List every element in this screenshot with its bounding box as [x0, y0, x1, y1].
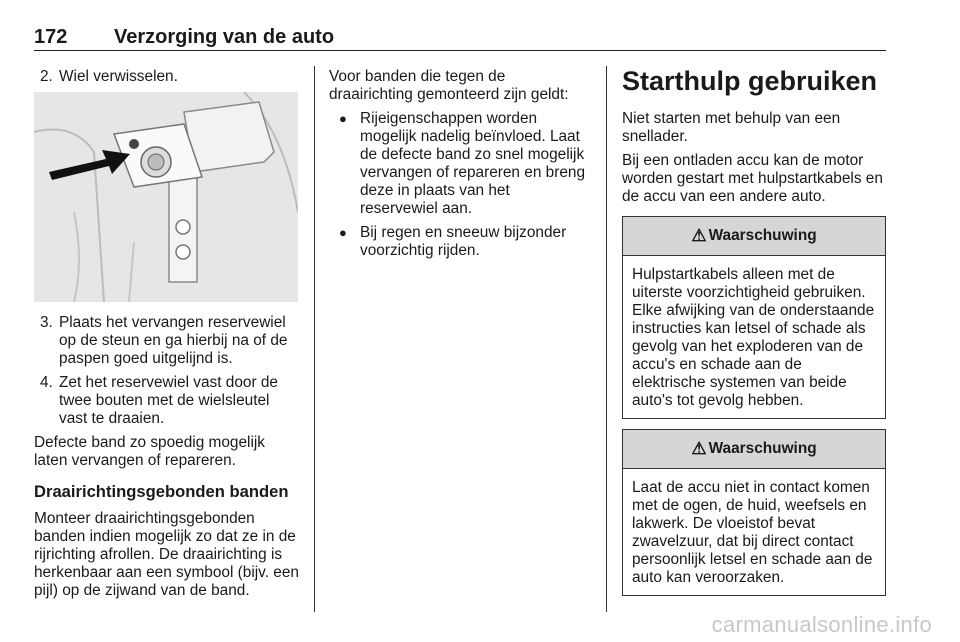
warning-label: Waarschuwing	[708, 227, 817, 244]
watermark: carmanualsonline.info	[711, 612, 932, 637]
bullet-text: Bij regen en sneeuw bijzonder voorzichtig rijden.	[360, 224, 567, 259]
paragraph-directional: Monteer draairichtingsgebonden banden indien mogelijk zo dat ze in de rijrichting afrollen. De draairichting is herkenbaar aan een symbool (bijv. een pijl) op de zijwand van de band.	[34, 510, 299, 599]
warning-header	[623, 430, 885, 469]
step-text: Plaats het vervangen reservewiel op de steun en ga hierbij na of de paspen goed uitgelijnd is.	[59, 314, 288, 367]
warning-label: Waarschuwing	[708, 440, 817, 457]
subheading-directional-tires: Draairichtingsgebonden banden	[34, 482, 289, 501]
bullet-icon: ●	[339, 225, 347, 240]
steps-list	[34, 314, 300, 428]
step-number: 3.	[40, 314, 53, 331]
warning-box	[622, 429, 886, 596]
page-number: 172	[34, 26, 68, 48]
warning-text: Hulpstartkabels alleen met de uiterste voorzichtigheid gebruiken. Elke afwijking van de onderstaande instructies kan letsel of schade als gevolg van het exploderen van de accu's en schade aan de elektrische systemen van beide auto's tot gevolg hebben.	[632, 266, 875, 409]
step-number: 4.	[40, 374, 53, 391]
list-item	[34, 68, 300, 86]
bullet-list	[329, 110, 591, 260]
column-middle	[329, 68, 591, 266]
warning-box	[622, 216, 886, 419]
wheel-mount-figure	[34, 92, 298, 302]
section-title: Starthulp gebruiken	[622, 66, 878, 96]
column-right	[622, 64, 886, 606]
column-left	[34, 68, 300, 606]
warning-triangle-icon: ⚠	[691, 439, 707, 458]
bullet-icon: ●	[339, 111, 347, 126]
column-divider-2	[606, 66, 607, 612]
warning-text: Laat de accu niet in contact komen met de ogen, de huid, weefsels en lakwerk. De vloeistof bevat zwavelzuur, dat bij direct contact persoonlijk letsel en schade aan de auto kan veroorzaken.	[632, 479, 873, 586]
list-item	[34, 374, 300, 428]
wheel-mount-diagram-icon	[34, 92, 298, 302]
chapter-title: Verzorging van de auto	[114, 26, 335, 48]
list-item	[329, 110, 591, 218]
warning-header	[623, 217, 885, 256]
steps-list-top	[34, 68, 300, 86]
paragraph-jump-start: Bij een ontladen accu kan de motor worden gestart met hulpstartkabels en de accu van een andere auto.	[622, 152, 883, 205]
list-item	[34, 314, 300, 368]
step-text: Wiel verwisselen.	[59, 68, 178, 85]
page-header	[34, 14, 886, 51]
bullet-text: Rijeigenschappen worden mogelijk nadelig beïnvloed. Laat de defecte band zo snel mogelijk vervangen of repareren en breng deze in plaats van het reservewiel aan.	[360, 110, 586, 217]
column-divider-1	[314, 66, 315, 612]
paragraph-defect: Defecte band zo spoedig mogelijk laten vervangen of repareren.	[34, 434, 266, 469]
step-number: 2.	[40, 68, 53, 85]
list-item	[329, 224, 591, 260]
paragraph-no-fast-charger: Niet starten met behulp van een snellader.	[622, 110, 841, 145]
paragraph-intro: Voor banden die tegen de draairichting gemonteerd zijn geldt:	[329, 68, 569, 103]
warning-triangle-icon: ⚠	[691, 226, 707, 245]
step-text: Zet het reservewiel vast door de twee bouten met de wielsleutel vast te draaien.	[59, 374, 278, 427]
